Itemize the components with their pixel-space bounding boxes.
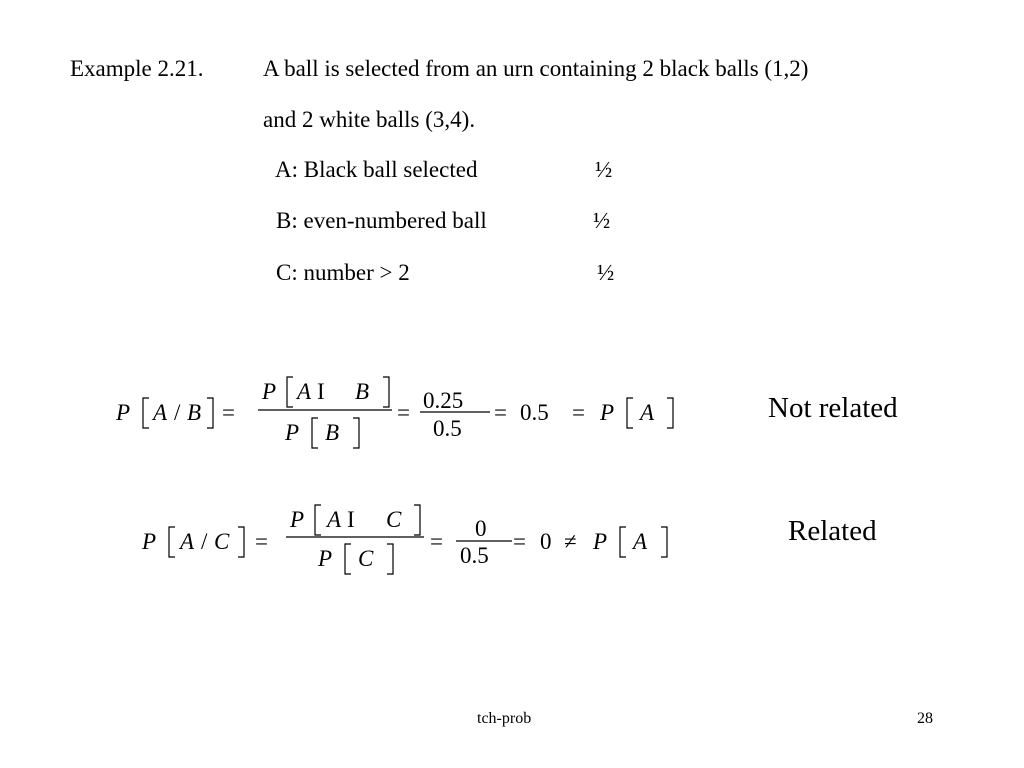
eq2-den-bracket-open [345, 544, 351, 574]
eq1-lhs-slash: / [174, 400, 181, 425]
eq1-num-a: A [297, 379, 312, 404]
eq2-num-p: P [290, 507, 305, 532]
eq2-rhs-p: P [593, 529, 608, 554]
eq2-lhs-bracket-close [238, 527, 244, 557]
eq2-rhs-a: A [633, 529, 648, 554]
eq2-num-value: 0 [475, 516, 487, 541]
eq1-rhs-p: P [600, 400, 615, 425]
event-a-prob: ½ [595, 157, 613, 182]
note-related: Related [788, 515, 877, 547]
eq2-rhs-bracket-close [661, 527, 667, 557]
footer-title: tch-prob [477, 710, 532, 727]
eq1-result: 0.5 [520, 400, 549, 425]
eq2-num-bracket-close [414, 505, 420, 535]
eq1-eq-3: = [494, 400, 507, 425]
event-b: B: even-numbered ball [276, 208, 487, 233]
eq2-lhs-bracket-open [169, 527, 175, 557]
event-b-prob: ½ [593, 208, 611, 233]
eq2-num-c: C [386, 507, 402, 532]
eq1-lhs-b: B [187, 400, 202, 425]
eq1-rhs-a: A [640, 400, 655, 425]
example-line-2: and 2 white balls (3,4). [263, 107, 476, 132]
example-line-1: A ball is selected from an urn containing 2 black balls (1,2) [263, 56, 809, 81]
eq2-rel-op: ≠ [564, 529, 577, 554]
eq1-den-value: 0.5 [433, 416, 462, 441]
example-label: Example 2.21. [70, 56, 204, 81]
eq1-lhs-p: P [116, 400, 131, 425]
eq2-den-p: P [318, 546, 333, 571]
eq1-eq-1: = [222, 400, 235, 425]
eq2-num-i: I [347, 507, 355, 532]
eq1-den-b: B [325, 420, 340, 445]
eq2-eq-1: = [255, 529, 268, 554]
eq1-num-b: B [355, 379, 370, 404]
page-number: 28 [917, 710, 933, 727]
eq2-result: 0 [540, 529, 552, 554]
eq2-lhs-p: P [142, 529, 157, 554]
eq1-rel-op: = [572, 400, 585, 425]
eq1-den-p: P [285, 420, 300, 445]
eq2-den-value: 0.5 [460, 543, 489, 568]
eq2-den-bracket-close [387, 544, 393, 574]
eq1-num-i: I [317, 379, 325, 404]
eq2-lhs-slash: / [201, 529, 208, 554]
event-c: C: number > 2 [276, 260, 410, 285]
eq2-eq-2: = [430, 529, 443, 554]
event-c-prob: ½ [597, 260, 615, 285]
note-not-related: Not related [768, 392, 898, 424]
eq1-lhs-a: A [153, 400, 168, 425]
eq1-num-value: 0.25 [423, 388, 464, 413]
eq1-eq-2: = [397, 400, 410, 425]
eq2-lhs-c: C [214, 529, 230, 554]
eq1-num-p: P [262, 379, 277, 404]
eq2-lhs-a: A [180, 529, 195, 554]
eq2-den-c: C [358, 546, 374, 571]
eq2-eq-3: = [513, 529, 526, 554]
eq2-num-bracket-open [315, 505, 321, 535]
eq2-rhs-bracket-open [620, 527, 626, 557]
event-a: A: Black ball selected [275, 157, 478, 182]
eq2-num-a: A [327, 507, 342, 532]
